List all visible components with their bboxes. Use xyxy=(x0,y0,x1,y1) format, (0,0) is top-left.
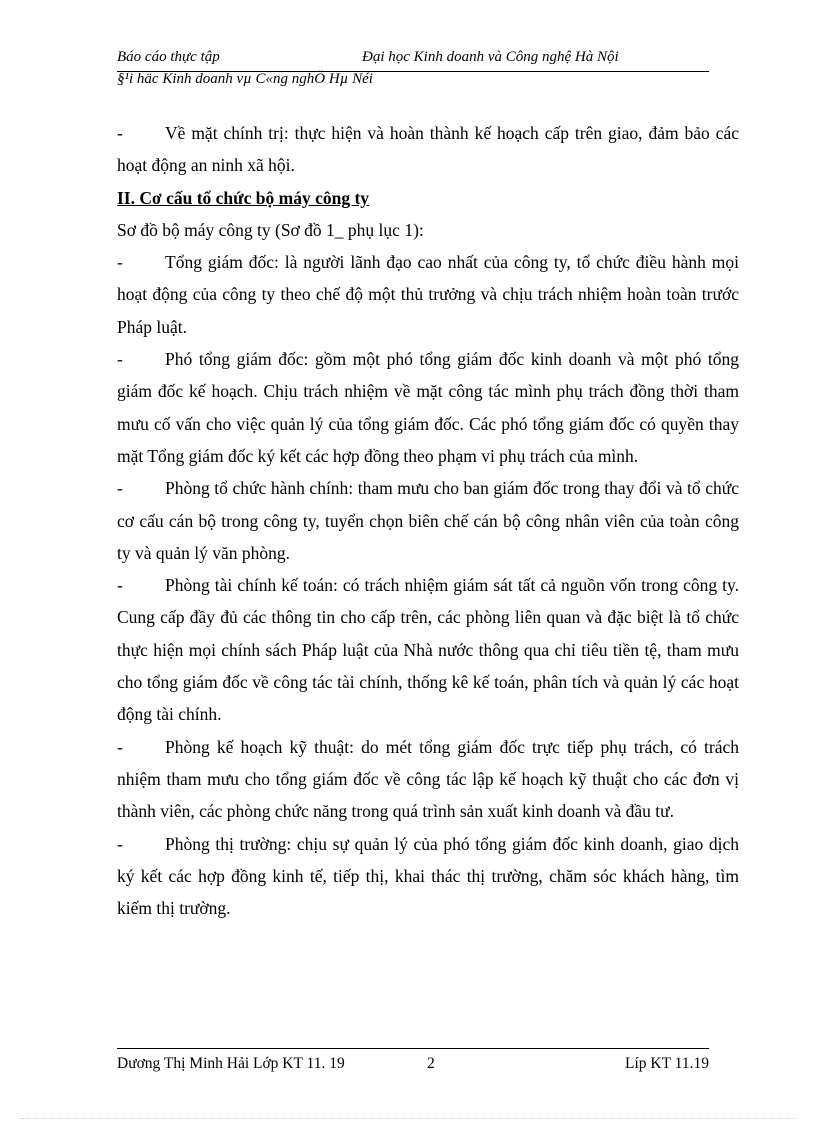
bullet-dash: - xyxy=(117,252,123,273)
header-row xyxy=(117,49,709,68)
bullet-dash: - xyxy=(117,833,123,854)
page-number: 2 xyxy=(427,1055,435,1072)
header-university: Đại học Kinh doanh và Công nghệ Hà Nội xyxy=(362,49,619,65)
section-heading: II. Cơ cấu tổ chức bộ máy công ty xyxy=(117,187,370,208)
item-text: Phòng tài chính kế toán: có trách nhiệm giám sát tất cả nguồn vốn trong công ty. Cung cấp đầy đủ các thông tin cho cấp trên, các phòng liên quan và đặc biệt là tổ chức thực hiện mọi chính sách Pháp luật của Nhà nước thông qua chỉ tiêu tiền tệ, tham mưu cho tổng giám đốc về công tác tài chính, thống kê kế toán, phân tích và quản lý các hoạt động tài chính. xyxy=(117,575,739,725)
intro-text: Về mặt chính trị: thực hiện và hoàn thành kế hoạch cấp trên giao, đảm bảo các hoạt động an ninh xã hội. xyxy=(117,123,739,176)
bullet-dash: - xyxy=(117,123,123,143)
bullet-dash: - xyxy=(117,478,123,499)
item-admin-department xyxy=(117,472,739,569)
bullet-dash: - xyxy=(117,575,123,596)
item-deputy-director xyxy=(117,343,739,472)
footer-row xyxy=(117,1055,709,1077)
footer-divider xyxy=(117,1048,709,1049)
item-text: Phòng tổ chức hành chính: tham mưu cho ban giám đốc trong thay đổi và tổ chức cơ cấu cán bộ trong công ty, tuyển chọn biên chế cán bộ công nhân viên của toàn công ty và quản lý văn phòng. xyxy=(117,478,739,563)
page-footer xyxy=(117,1048,709,1077)
footer-author-class: Dương Thị Minh Hải Lớp KT 11. 19 xyxy=(117,1055,345,1072)
item-finance-department xyxy=(117,569,739,730)
header-report-title: Báo cáo thực tập xyxy=(117,49,220,65)
item-text: Phó tổng giám đốc: gồm một phó tổng giám đốc kinh doanh và một phó tổng giám đốc kế hoạch. Chịu trách nhiệm về mặt công tác mình phụ trách đồng thời tham mưu cố vấn cho việc quản lý của tổng giám đốc. Các phó tổng giám đốc có quyền thay mặt Tổng giám đốc ký kết các hợp đồng theo phạm vi phụ trách của mình. xyxy=(117,349,739,466)
footer-class: Líp KT 11.19 xyxy=(625,1055,709,1072)
diagram-reference: Sơ đồ bộ máy công ty (Sơ đồ 1_ phụ lục 1): xyxy=(117,219,424,240)
intro-paragraph xyxy=(117,117,739,182)
item-text: Tổng giám đốc: là người lãnh đạo cao nhất của công ty, tổ chức điều hành mọi hoạt động của công ty theo chế độ một thủ trưởng và chịu trách nhiệm hoàn toàn trước Pháp luật. xyxy=(117,252,739,337)
bullet-dash: - xyxy=(117,349,123,370)
bullet-dash: - xyxy=(117,736,123,757)
page-bottom-dotted-border xyxy=(20,1118,796,1119)
item-market-department xyxy=(117,828,739,925)
page-header xyxy=(117,49,709,87)
header-garbled-subline: §¹i häc Kinh doanh vµ C«ng nghÖ Hµ Néi xyxy=(117,71,373,87)
item-general-director xyxy=(117,246,739,343)
document-body xyxy=(117,117,739,924)
item-text: Phòng kế hoạch kỹ thuật: do mét tổng giám đốc trực tiếp phụ trách, có trách nhiệm tham mưu cho tổng giám đốc về công tác lập kế hoạch kỹ thuật cho các đơn vị thành viên, các phòng chức năng trong quá trình sản xuất kinh doanh và đầu tư. xyxy=(117,736,739,822)
item-planning-department xyxy=(117,731,739,828)
item-text: Phòng thị trường: chịu sự quản lý của phó tổng giám đốc kinh doanh, giao dịch ký kết các hợp đồng kinh tế, tiếp thị, khai thác thị trường, chăm sóc khách hàng, tìm kiếm thị trường. xyxy=(117,833,739,919)
